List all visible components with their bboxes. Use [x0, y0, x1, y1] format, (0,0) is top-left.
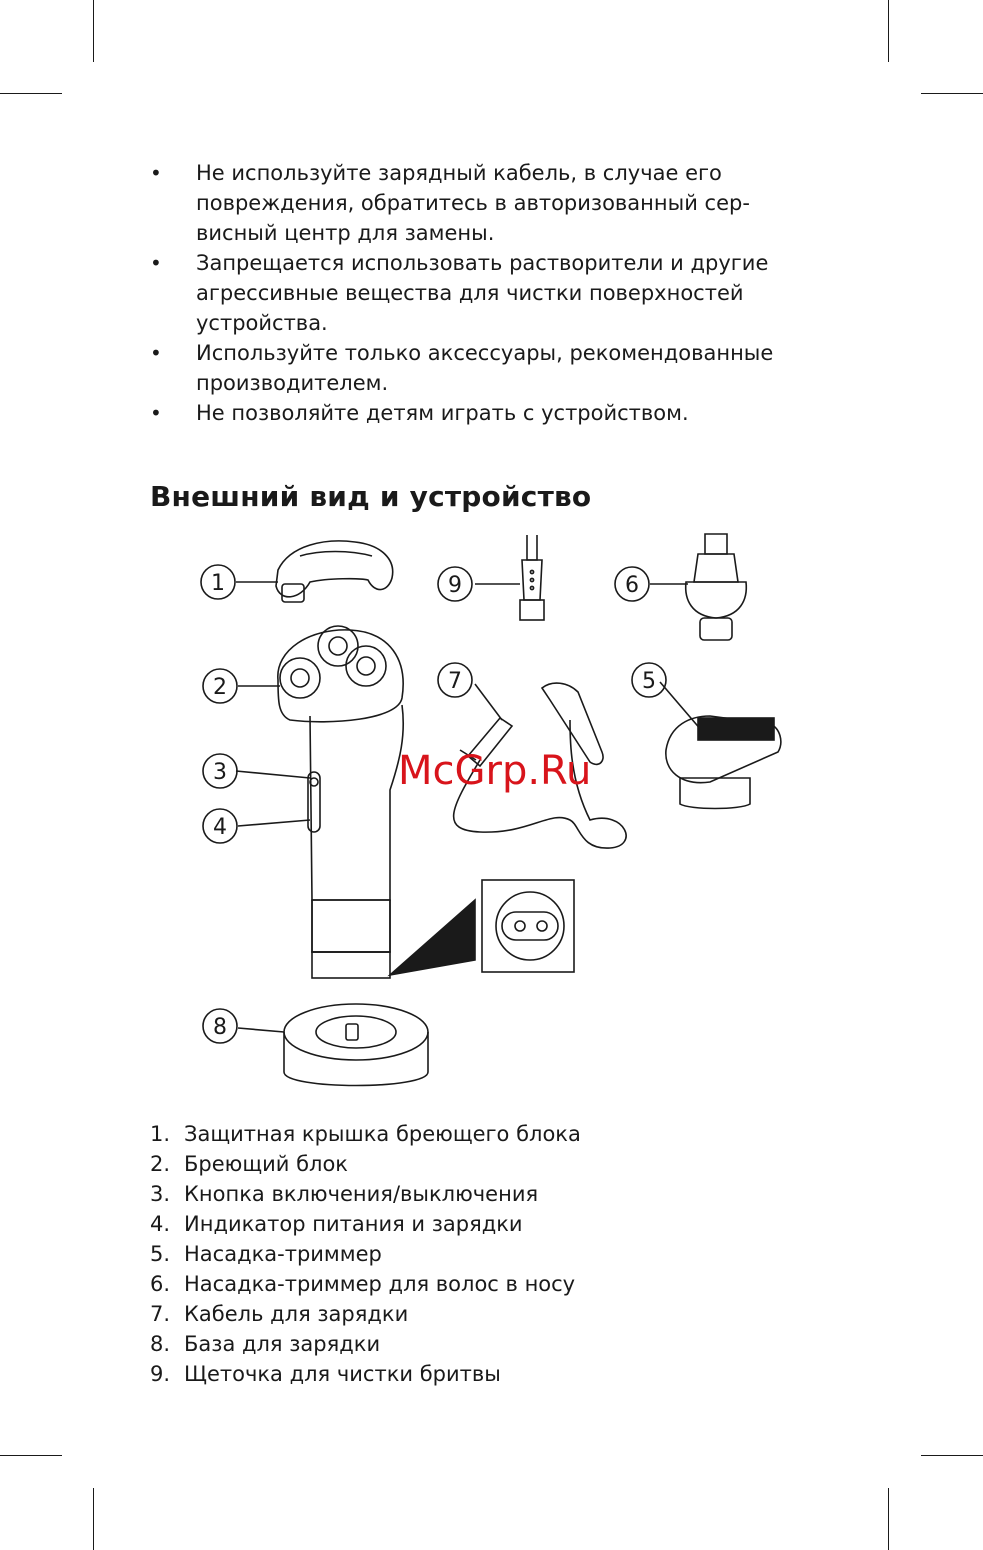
safety-list: [150, 158, 850, 428]
crop-mark: [0, 93, 62, 94]
parts-list: [150, 1119, 581, 1389]
crop-mark: [921, 93, 983, 94]
parts-item: [150, 1149, 581, 1179]
safety-item: [150, 248, 850, 338]
line: устройства.: [196, 311, 328, 335]
callout-4: [203, 809, 237, 843]
parts-item-number: 5.: [150, 1242, 171, 1266]
callout-8: [203, 1009, 237, 1043]
callout-9-label: 9: [448, 573, 462, 598]
callout-1: [201, 565, 235, 599]
callout-9: [438, 567, 472, 601]
shaving-head-drawing: [278, 626, 403, 722]
callout-4-label: 4: [213, 815, 227, 840]
line: агрессивные вещества для чистки поверхностей: [196, 281, 744, 305]
parts-item: [150, 1329, 581, 1359]
parts-item-number: 8.: [150, 1332, 171, 1356]
parts-item: [150, 1359, 581, 1389]
callout-8-label: 8: [213, 1015, 227, 1040]
callout-6: [615, 567, 649, 601]
parts-item-number: 1.: [150, 1122, 171, 1146]
bullet-icon: •: [150, 251, 162, 275]
parts-item-label: База для зарядки: [184, 1332, 381, 1356]
line: Используйте только аксессуары, рекомендованные: [196, 341, 774, 365]
callout-2: [203, 669, 237, 703]
callout-1-label: 1: [211, 571, 225, 596]
line: Не используйте зарядный кабель, в случае его: [196, 161, 722, 185]
safety-item: [150, 398, 850, 428]
parts-item-number: 7.: [150, 1302, 171, 1326]
parts-item-label: Кнопка включения/выключения: [184, 1182, 539, 1206]
parts-item-number: 6.: [150, 1272, 171, 1296]
parts-item-label: Индикатор питания и зарядки: [184, 1212, 523, 1236]
parts-item-label: Щеточка для чистки бритвы: [184, 1362, 501, 1386]
crop-mark: [921, 1455, 983, 1456]
section-title: Внешний вид и устройство: [150, 480, 592, 513]
parts-item-number: 4.: [150, 1212, 171, 1236]
watermark: McGrp.Ru: [398, 748, 592, 794]
bullet-icon: •: [150, 341, 162, 365]
parts-item-label: Насадка-триммер для волос в носу: [184, 1272, 576, 1296]
crop-mark: [0, 1455, 62, 1456]
parts-item-label: Насадка-триммер: [184, 1242, 382, 1266]
parts-item: [150, 1119, 581, 1149]
safety-item: [150, 158, 850, 248]
line: производителем.: [196, 371, 389, 395]
crop-mark: [888, 1488, 889, 1550]
callout-3-label: 3: [213, 760, 227, 785]
parts-item-label: Защитная крышка бреющего блока: [184, 1122, 581, 1146]
callout-5-label: 5: [642, 669, 656, 694]
crop-mark: [888, 0, 889, 62]
callout-7-label: 7: [448, 669, 462, 694]
crop-mark: [93, 1488, 94, 1550]
line: Запрещается использовать растворители и другие: [196, 251, 769, 275]
parts-item: [150, 1299, 581, 1329]
crop-mark: [93, 0, 94, 62]
brush-drawing: [520, 535, 544, 620]
parts-item: [150, 1239, 581, 1269]
charging-base-drawing: [284, 1004, 428, 1086]
device-diagram: [150, 520, 850, 1110]
callout-2-label: 2: [213, 675, 227, 700]
socket-inset-drawing: [390, 880, 574, 975]
nose-trimmer-drawing: [686, 534, 747, 640]
line: висный центр для замены.: [196, 221, 495, 245]
callout-5: [632, 663, 666, 697]
callout-6-label: 6: [625, 573, 639, 598]
line: повреждения, обратитесь в авторизованный сер-: [196, 191, 750, 215]
parts-item-label: Кабель для зарядки: [184, 1302, 409, 1326]
trimmer-attachment-drawing: [666, 716, 781, 809]
bullet-icon: •: [150, 161, 162, 185]
parts-item: [150, 1269, 581, 1299]
parts-item: [150, 1209, 581, 1239]
parts-item-number: 2.: [150, 1152, 171, 1176]
shaver-body-drawing: [308, 705, 403, 978]
parts-item-number: 3.: [150, 1182, 171, 1206]
callout-3: [203, 754, 237, 788]
safety-item: [150, 338, 850, 398]
callout-7: [438, 663, 472, 697]
protective-cap-drawing: [276, 541, 393, 602]
parts-item: [150, 1179, 581, 1209]
bullet-icon: •: [150, 401, 162, 425]
parts-item-number: 9.: [150, 1362, 171, 1386]
parts-item-label: Бреющий блок: [184, 1152, 348, 1176]
line: Не позволяйте детям играть с устройством.: [196, 401, 689, 425]
